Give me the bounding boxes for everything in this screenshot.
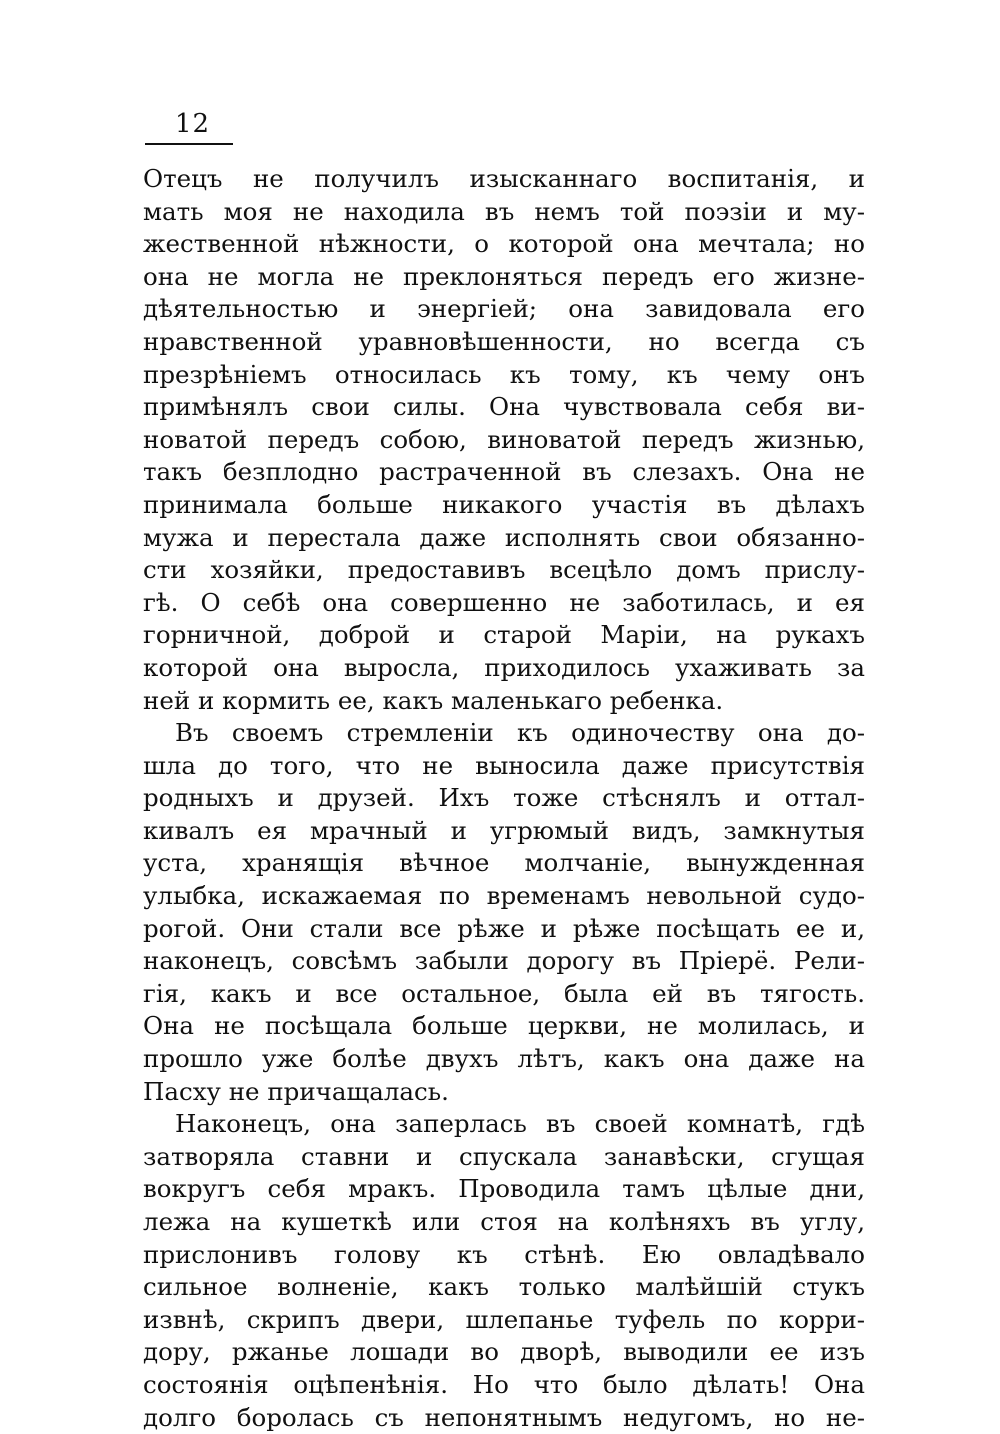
text-line: гѣ. О себѣ она совершенно не заботилась, и ея (143, 587, 865, 617)
text-line: состоянія оцѣпенѣнія. Но что было дѣлать! Она (143, 1369, 865, 1399)
text-line: горничной, доброй и старой Маріи, на рукахъ (143, 620, 865, 650)
text-line: которой она выросла, приходилось ухаживать за (143, 652, 865, 682)
text-line: Пасху не причащалась. (143, 1076, 449, 1106)
text-line: мать моя не находила въ немъ той поэзіи и му- (143, 196, 865, 226)
text-line: новатой передъ собою, виноватой передъ жизнью, (143, 424, 865, 454)
body-text (143, 163, 865, 1434)
text-line: извнѣ, скрипъ двери, шлепанье туфель по корри- (143, 1304, 865, 1334)
text-line: мужа и перестала даже исполнять свои обязанно- (143, 522, 865, 552)
text-line: сильное волненіе, какъ только малѣйшій стукъ (143, 1272, 865, 1302)
text-line: Отецъ не получилъ изысканнаго воспитанія, и (143, 164, 865, 193)
text-line: презрѣніемъ относилась къ тому, къ чему онъ (143, 359, 865, 389)
text-line: уста, хранящія вѣчное молчаніе, вынужденная (143, 848, 865, 878)
text-line: прошло уже болѣе двухъ лѣтъ, какъ она даже на (143, 1044, 865, 1074)
text-line: родныхъ и друзей. Ихъ тоже стѣснялъ и оттал- (143, 783, 865, 813)
text-line: дору, ржанье лошади во дворѣ, выводили ее изъ (143, 1337, 865, 1367)
text-line: гія, какъ и все остальное, была ей въ тягость. (143, 978, 865, 1008)
text-line: жественной нѣжности, о которой она мечтала; но (143, 229, 865, 259)
page-number-rule (145, 143, 233, 145)
text-line: долго боролась съ непонятнымъ недугомъ, но не- (143, 1402, 865, 1432)
text-line: кивалъ ея мрачный и угрюмый видъ, замкнутыя (143, 815, 865, 845)
text-line: Она не посѣщала больше церкви, не молилась, и (143, 1011, 865, 1041)
page-number: 12 (175, 109, 211, 139)
text-line: вокругъ себя мракъ. Проводила тамъ цѣлые дни, (143, 1174, 865, 1204)
text-line: прислонивъ голову къ стѣнѣ. Ею овладѣвало (143, 1239, 865, 1269)
text-line: шла до того, что не выносила даже присутствія (143, 750, 865, 780)
text-line: наконецъ, совсѣмъ забыли дорогу въ Пріерё. Рели- (143, 946, 865, 976)
text-line: лежа на кушеткѣ или стоя на колѣняхъ въ углу, (143, 1207, 865, 1236)
text-line: нравственной уравновѣшенности, но всегда съ (143, 326, 865, 356)
text-line: принимала больше никакого участія въ дѣлахъ (143, 489, 865, 519)
text-line: улыбка, искажаемая по временамъ невольной судо- (143, 881, 865, 911)
text-line: такъ безплодно растраченной въ слезахъ. Она не (143, 457, 865, 487)
text-line: сти хозяйки, предоставивъ всецѣло домъ прислу- (143, 555, 865, 585)
text-line: рогой. Они стали все рѣже и рѣже посѣщать ее и, (143, 913, 865, 943)
text-line: примѣнялъ свои силы. Она чувствовала себя ви- (143, 392, 865, 422)
text-line: Наконецъ, она заперлась въ своей комнатѣ, гдѣ (175, 1109, 865, 1139)
text-line: Въ своемъ стремленіи къ одиночеству она до- (175, 718, 865, 748)
text-line: она не могла не преклоняться передъ его жизне- (143, 261, 865, 291)
text-line: дѣятельностью и энергіей; она завидовала его (143, 294, 865, 324)
text-line: затворяла ставни и спускала занавѣски, сгущая (143, 1141, 865, 1171)
text-line: ней и кормить ее, какъ маленькаго ребенка. (143, 685, 724, 715)
